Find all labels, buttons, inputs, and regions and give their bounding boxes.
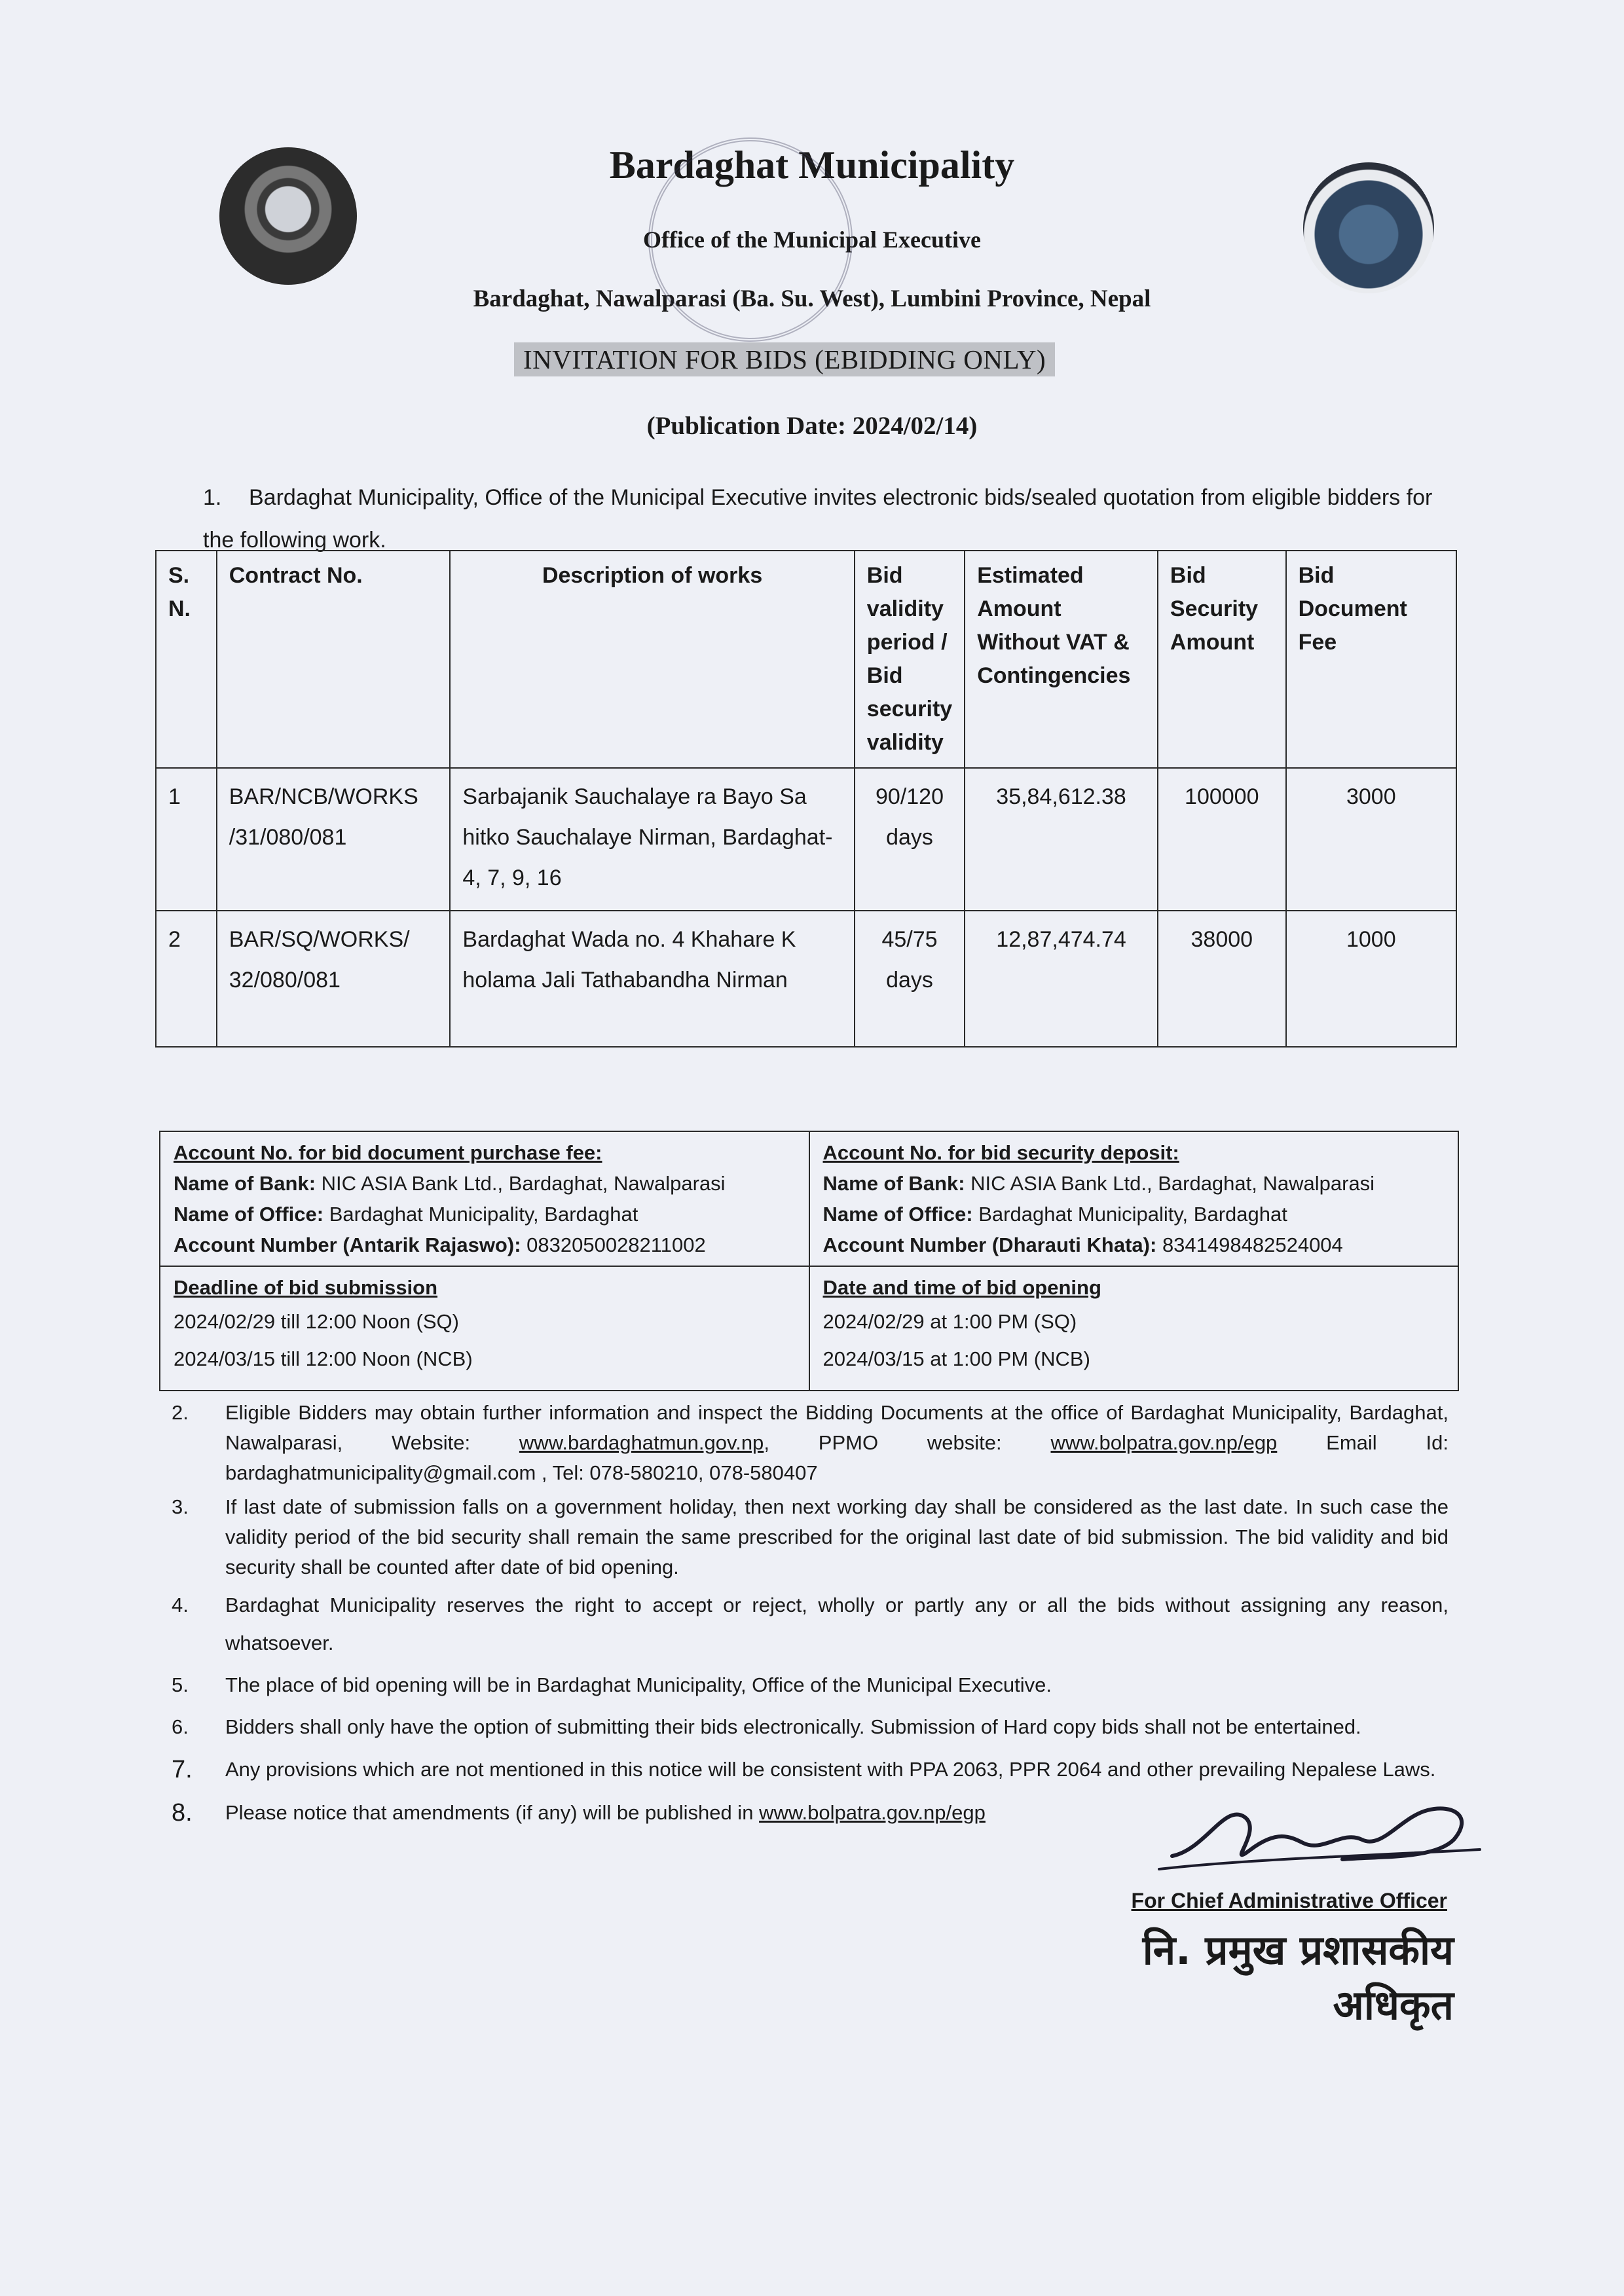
intro-text: Bardaghat Municipality, Office of the Municipal Executive invites electronic bids/sealed quotation from eligible bidders for the following work. (203, 485, 1433, 553)
cell-bid-validity: 90/120 days (855, 768, 965, 911)
notice-type-heading: INVITATION FOR BIDS (EBIDDING ONLY) (514, 342, 1055, 376)
cell-bid-validity: 45/75 days (855, 911, 965, 1047)
header-sn: S. N. (156, 551, 217, 768)
cell-estimated-amount: 12,87,474.74 (965, 911, 1158, 1047)
note-text: Bardaghat Municipality reserves the right to accept or reject, wholly or partly any or all the bids without assigning any reason, whatsoever. (225, 1594, 1449, 1654)
security-deposit-account (809, 1131, 1459, 1266)
account-info-table (159, 1131, 1459, 1391)
cell-bid-security: 100000 (1158, 768, 1286, 911)
opening-heading: Date and time of bid opening (822, 1276, 1101, 1299)
cell-sn: 1 (156, 768, 217, 911)
purchase-fee-account (160, 1131, 809, 1266)
office-label: Name of Office: (822, 1203, 973, 1226)
office-name: Office of the Municipal Executive (643, 227, 981, 253)
cell-bid-document-fee: 3000 (1286, 768, 1456, 911)
bank-value: NIC ASIA Bank Ltd., Bardaghat, Nawalparasi (321, 1172, 726, 1195)
municipality-title: Bardaghat Municipality (609, 143, 1015, 187)
cell-sn: 2 (156, 911, 217, 1047)
header-bid-validity: Bid validity period / Bid security validity (855, 551, 965, 768)
opening-line: 2024/02/29 at 1:00 PM (SQ) (822, 1310, 1077, 1333)
table-row (156, 911, 1456, 1047)
header-contract-no: Contract No. (217, 551, 451, 768)
bolpatra-link[interactable]: www.bolpatra.gov.np/egp (759, 1801, 986, 1824)
purchase-account-heading: Account No. for bid document purchase fee: (174, 1141, 602, 1164)
note-number: 8. (172, 1799, 193, 1827)
note-number: 3. (172, 1495, 189, 1518)
note-text: The place of bid opening will be in Bardaghat Municipality, Office of the Municipal Executive. (225, 1673, 1052, 1696)
note-text: Any provisions which are not mentioned in this notice will be consistent with PPA 2063, PPR 2064 and other prevailing Nepalese Laws. (225, 1758, 1436, 1781)
header-description: Description of works (450, 551, 854, 768)
opening-line: 2024/03/15 at 1:00 PM (NCB) (822, 1347, 1090, 1370)
office-value: Bardaghat Municipality, Bardaghat (329, 1203, 638, 1226)
bid-opening (809, 1266, 1459, 1391)
note-text-part: , PPMO website: (764, 1431, 1051, 1454)
account-row (160, 1131, 1458, 1266)
list-item (172, 1586, 1449, 1662)
note-number: 5. (172, 1673, 189, 1696)
note-text-part: Please notice that amendments (if any) will be published in (225, 1801, 760, 1824)
note-number: 4. (172, 1594, 189, 1616)
account-label: Account Number (Antarik Rajaswo): (174, 1233, 521, 1256)
bank-value: NIC ASIA Bank Ltd., Bardaghat, Nawalparasi (970, 1172, 1375, 1195)
intro-number: 1. (203, 485, 222, 510)
note-text (225, 1398, 1449, 1488)
header-estimated-amount: Estimated Amount Without VAT & Contingencies (965, 551, 1158, 768)
note-number: 6. (172, 1715, 189, 1738)
cell-bid-document-fee: 1000 (1286, 911, 1456, 1047)
cell-contract-no: BAR/SQ/WORKS/ 32/080/081 (217, 911, 451, 1047)
table-row (156, 768, 1456, 911)
account-value: 0832050028211002 (526, 1233, 706, 1256)
list-item (172, 1398, 1449, 1488)
deadline-line: 2024/02/29 till 12:00 Noon (SQ) (174, 1310, 459, 1333)
address: Bardaghat, Nawalparasi (Ba. Su. West), Lumbini Province, Nepal (473, 285, 1151, 312)
signatory-title-stamp: नि. प्रमुख प्रशासकीय अधिकृत (1142, 1926, 1454, 2029)
handwritten-signature (1146, 1777, 1486, 1882)
note-text-part: Eligible Bidders may obtain further information and inspect the Bidding Documents at the office of Bardaghat Municipality, Bardaghat, Nawalparasi, Website: (225, 1401, 1449, 1454)
cell-description: Sarbajanik Sauchalaye ra Bayo Sa hitko Sauchalaye Nirman, Bardaghat- 4, 7, 9, 16 (450, 768, 854, 911)
cell-contract-no: BAR/NCB/WORKS /31/080/081 (217, 768, 451, 911)
account-value: 8341498482524004 (1162, 1233, 1343, 1256)
office-label: Name of Office: (174, 1203, 324, 1226)
note-number: 7. (172, 1756, 193, 1783)
note-text: Bidders shall only have the option of submitting their bids electronically. Submission of Hard copy bids shall not be entertained. (225, 1715, 1361, 1738)
header-bid-security: Bid Security Amount (1158, 551, 1286, 768)
list-item (172, 1492, 1449, 1582)
cell-bid-security: 38000 (1158, 911, 1286, 1047)
security-account-heading: Account No. for bid security deposit: (822, 1141, 1179, 1164)
cell-estimated-amount: 35,84,612.38 (965, 768, 1158, 911)
deadline-line: 2024/03/15 till 12:00 Noon (NCB) (174, 1347, 473, 1370)
intro-paragraph (203, 477, 1447, 562)
notes-list (172, 1398, 1449, 1836)
publication-date: (Publication Date: 2024/02/14) (646, 412, 978, 440)
office-value: Bardaghat Municipality, Bardaghat (978, 1203, 1287, 1226)
municipality-website-link[interactable]: www.bardaghatmun.gov.np (519, 1431, 764, 1454)
deadline-row (160, 1266, 1458, 1391)
note-number: 2. (172, 1401, 189, 1424)
cell-description: Bardaghat Wada no. 4 Khahare K holama Jali Tathabandha Nirman (450, 911, 854, 1047)
bid-table (155, 550, 1457, 1048)
note-text-part: Email Id: bardaghatmunicipality@gmail.com , Tel: 078-580210, 078-580407 (225, 1431, 1449, 1484)
deadline-heading: Deadline of bid submission (174, 1276, 438, 1299)
submission-deadline (160, 1266, 809, 1391)
list-item (172, 1666, 1449, 1704)
signatory-label: For Chief Administrative Officer (1131, 1889, 1447, 1912)
bank-label: Name of Bank: (822, 1172, 965, 1195)
note-text: If last date of submission falls on a government holiday, then next working day shall be considered as the last date. In such case the validity period of the bid security shall remain the same prescribed for the original last date of bid submission. The bid validity and bid security shall be counted after date of bid opening. (225, 1495, 1449, 1578)
bid-table-header-row (156, 551, 1456, 768)
account-label: Account Number (Dharauti Khata): (822, 1233, 1157, 1256)
ppmo-website-link[interactable]: www.bolpatra.gov.np/egp (1050, 1431, 1278, 1454)
bank-label: Name of Bank: (174, 1172, 316, 1195)
header-bid-document-fee: Bid Document Fee (1286, 551, 1456, 768)
list-item (172, 1708, 1449, 1746)
office-seal-stamp (648, 137, 853, 342)
